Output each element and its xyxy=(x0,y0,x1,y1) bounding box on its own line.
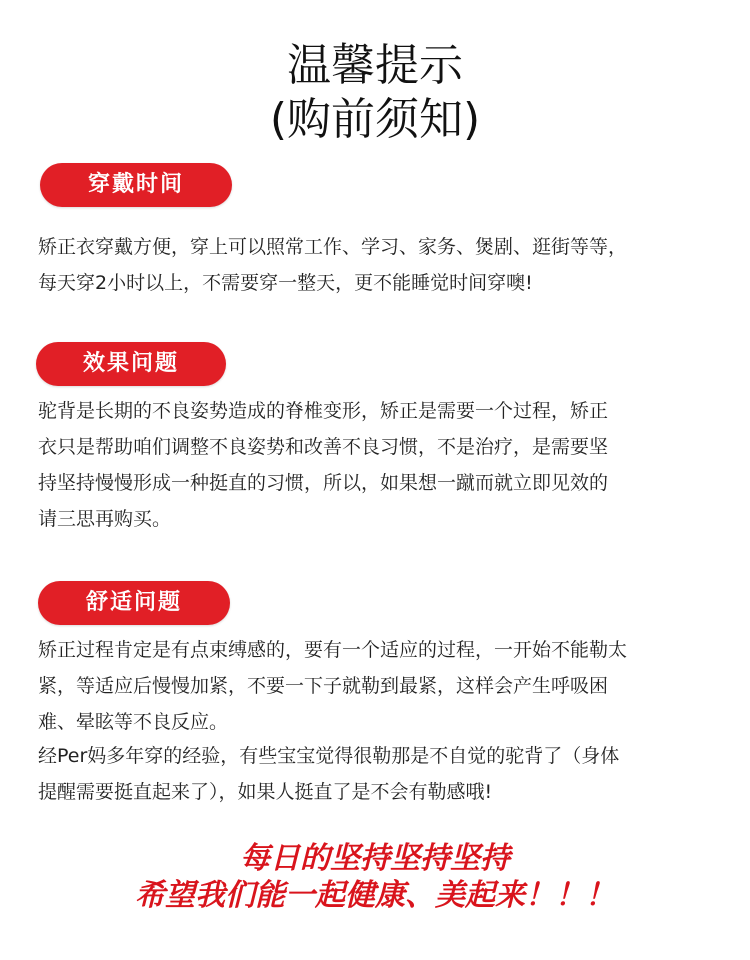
section-badge-comfort: 舒适问题 xyxy=(38,581,230,625)
slogan-line-2: 希望我们能一起健康、美起来！！！ xyxy=(135,878,615,913)
section-text-comfort: 矫正过程肯定是有点束缚感的，要有一个适应的过程，一开始不能勒太 紧，等适应后慢慢加紧，不要一下子就勒到最紧，这样会产生呼吸困 难、晕眩等不良反应。 xyxy=(38,639,628,733)
page-title: 温馨提示 xyxy=(287,40,463,91)
section-text-wearing-time: 矫正衣穿戴方便，穿上可以照常工作、学习、家务、煲剧、逛街等等， 每天穿2小时以上，不需要穿一整天，更不能睡觉时间穿噢! xyxy=(38,236,628,294)
section-text-effect: 驼背是长期的不良姿势造成的脊椎变形，矫正是需要一个过程，矫正 衣只是帮助咱们调整不良姿势和改善不良习惯，不是治疗，是需要坚 持坚持慢慢形成一种挺直的习惯，所以，如果想一蹴而就立即见效的 请三思再购买。 xyxy=(38,400,609,530)
section-badge-effect: 效果问题 xyxy=(36,342,226,386)
slogan-line-1: 每日的坚持坚持坚持 xyxy=(240,841,510,876)
page-subtitle: (购前须知) xyxy=(269,94,481,145)
section-badge-wearing-time: 穿戴时间 xyxy=(40,163,232,207)
section-text-comfort-experience: 经Per妈多年穿的经验，有些宝宝觉得很勒那是不自觉的驼背了（身体 提醒需要挺直起来了），如果人挺直了是不会有勒感哦! xyxy=(38,745,620,803)
